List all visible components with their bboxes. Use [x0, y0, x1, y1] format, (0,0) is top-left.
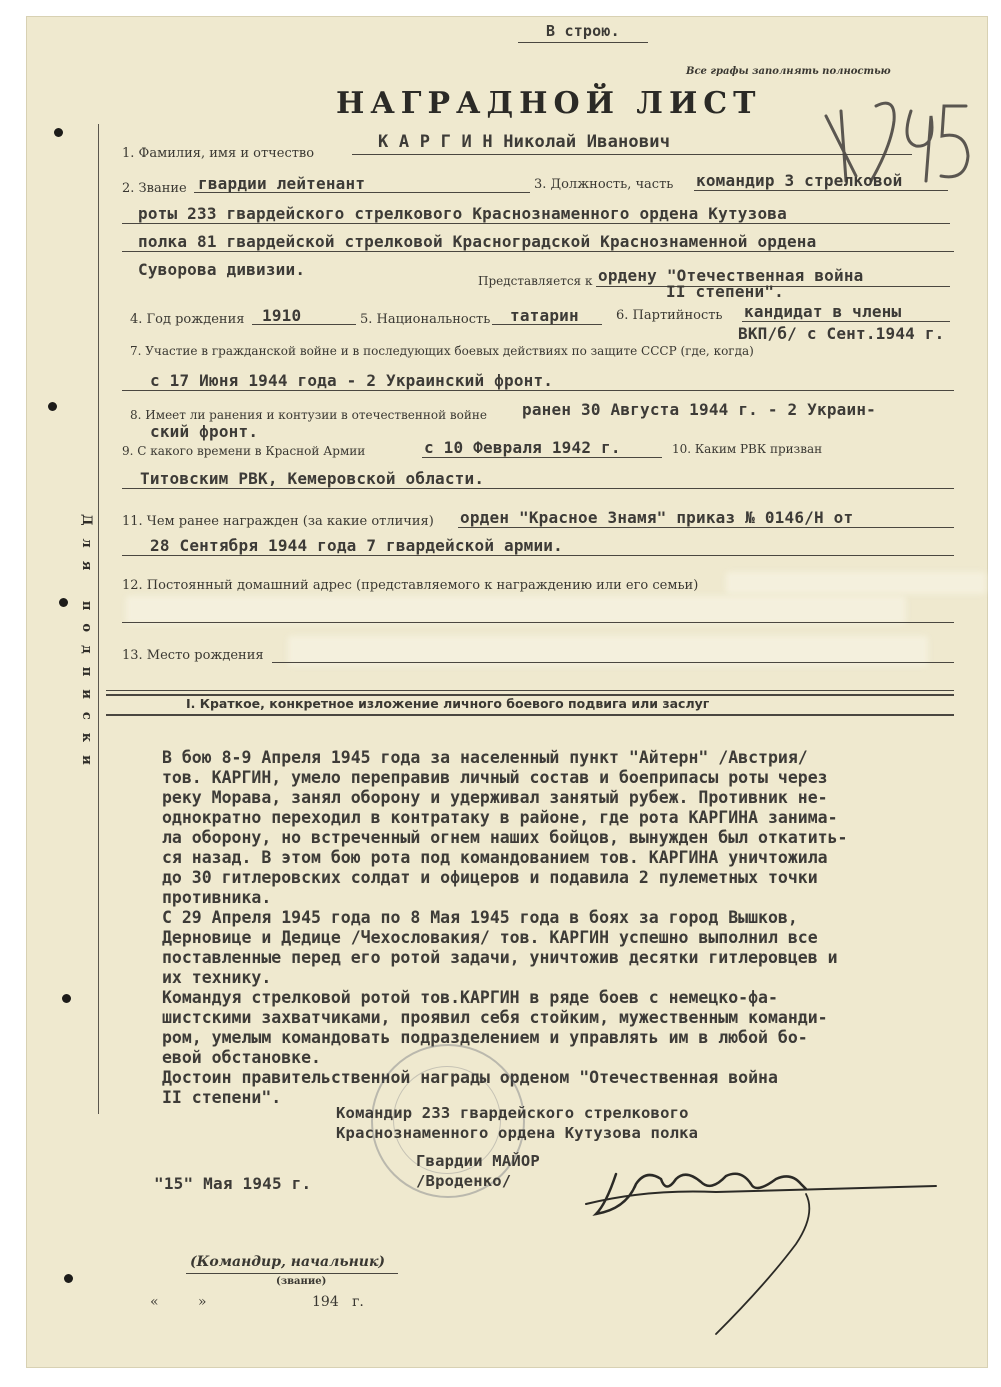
field-birth-year-label: 4. Год рождения	[130, 312, 245, 327]
narrative-line: ла оборону, но встреченный огнем наших бойцов, вынужден был откатить-	[162, 828, 848, 847]
field-birth-year-value: 1910	[262, 306, 302, 325]
narrative-line: ся назад. В этом бою рота под командованием тов. КАРГИНА уничтожила	[162, 848, 828, 867]
top-note-underline	[518, 42, 648, 43]
field-nationality-value: татарин	[510, 306, 579, 325]
award-sheet-paper	[26, 16, 988, 1368]
field-wounds-label: 8. Имеет ли ранения и контузии в отечественной войне	[130, 408, 487, 422]
field-wounds-value: ранен 30 Августа 1944 г. - 2 Украин-	[522, 400, 876, 419]
field-rvk-label: 10. Каким РВК призван	[672, 442, 823, 456]
field-prior-awards-value: 28 Сентября 1944 года 7 гвардейской армии.	[150, 536, 563, 555]
signature-line: Гвардии МАЙОР	[416, 1152, 540, 1170]
presented-value: ордену "Отечественная война	[598, 266, 864, 285]
narrative-line: С 29 Апреля 1945 года по 8 Мая 1945 года в боях за город Вышков,	[162, 908, 798, 927]
punch-hole	[64, 1274, 73, 1283]
field-army-since-label: 9. С какого времени в Красной Армии	[122, 444, 366, 458]
presented-value: II степени".	[666, 282, 784, 301]
field-position-label: 3. Должность, часть	[534, 177, 674, 192]
section-bottom-rule	[106, 714, 954, 716]
narrative-line: В бою 8-9 Апреля 1945 года за населенный пункт "Айтерн" /Австрия/	[162, 748, 808, 767]
field-position-line	[122, 251, 954, 252]
field-party-label: 6. Партийность	[616, 308, 723, 323]
field-name-line	[352, 154, 912, 155]
field-position-value: Суворова дивизии.	[138, 260, 306, 279]
field-combat-label: 7. Участие в гражданской войне и в последующих боевых действиях по защите СССР (где, когда)	[130, 344, 754, 358]
field-position-value: роты 233 гвардейского стрелкового Краснознаменного ордена Кутузова	[138, 204, 787, 223]
field-birthplace-line	[106, 690, 954, 691]
field-rvk-line	[122, 488, 954, 489]
field-combat-value: с 17 Июня 1944 года - 2 Украинский фронт.	[150, 371, 554, 390]
field-wounds-value: ский фронт.	[150, 422, 259, 441]
field-army-since-line	[422, 457, 662, 458]
commander-line	[186, 1273, 398, 1274]
page-title: НАГРАДНОЙ ЛИСТ	[336, 86, 762, 121]
narrative-line: Дерновице и Дедице /Чехословакия/ тов. КАРГИН успешно выполнил все	[162, 928, 818, 947]
field-nationality-line	[492, 324, 602, 325]
punch-hole	[59, 598, 68, 607]
field-army-since-value: с 10 Февраля 1942 г.	[424, 438, 621, 457]
narrative-line: Командуя стрелковой ротой тов.КАРГИН в ряде боев с немецко-фа-	[162, 988, 778, 1007]
narrative-line: поставленные перед его ротой задачи, уничтожив десятки гитлеровцев и	[162, 948, 838, 967]
field-position-value: полка 81 гвардейской стрелковой Красноградской Краснознаменной ордена	[138, 232, 817, 251]
punch-hole	[62, 994, 71, 1003]
field-address-line	[122, 622, 954, 623]
presented-label: Представляется к	[478, 274, 593, 288]
field-birth-year-line	[252, 324, 356, 325]
narrative-line: их технику.	[162, 968, 272, 987]
narrative-line: евой обстановке.	[162, 1048, 321, 1067]
narrative-line: реку Морава, занял оборону и удерживал занятый рубеж. Противник не-	[162, 788, 828, 807]
narrative-line: ром, умелым командовать подразделением и управлять им в любой бо-	[162, 1028, 808, 1047]
narrative-line: шистскими захватчиками, проявил себя стойким, мужественным команди-	[162, 1008, 828, 1027]
field-birthplace-line	[272, 662, 954, 663]
narrative-line: однократно переходил в контратаку в районе, где рота КАРГИНА занима-	[162, 808, 838, 827]
field-birthplace-label: 13. Место рождения	[122, 648, 264, 663]
signature-date: "15" Мая 1945 г.	[154, 1174, 312, 1193]
field-prior-awards-line	[122, 555, 954, 556]
field-position-value: командир 3 стрелковой	[696, 171, 903, 190]
field-nationality-label: 5. Национальность	[360, 312, 491, 327]
field-prior-awards-label: 11. Чем ранее награжден (за какие отличия)	[122, 514, 434, 529]
punch-hole	[54, 128, 63, 137]
signature-line: /Вроденко/	[416, 1172, 512, 1190]
fill-note: Все графы заполнять полностью	[686, 66, 891, 77]
field-rvk-value: Титовским РВК, Кемеровской области.	[140, 469, 485, 488]
field-combat-line	[122, 390, 954, 391]
field-party-line	[742, 321, 950, 322]
date-template-open: «	[150, 1294, 159, 1310]
section-heading: I. Краткое, конкретное изложение личного боевого подвига или заслуг	[186, 696, 710, 711]
signature-line: Командир 233 гвардейского стрелкового	[336, 1104, 689, 1122]
field-party-value: ВКП/б/ с Сент.1944 г.	[738, 324, 945, 343]
narrative-line: до 30 гитлеровских солдат и офицеров и подавила 2 пулеметных точки	[162, 868, 818, 887]
margin-line	[98, 124, 99, 1114]
date-template-close: »	[198, 1294, 207, 1310]
field-rank-value: гвардии лейтенант	[198, 174, 366, 193]
field-rank-line	[194, 192, 530, 193]
narrative-block	[162, 748, 847, 1108]
narrative-line: тов. КАРГИН, умело переправив личный состав и боеприпасы роты через	[162, 768, 828, 787]
signature-line: Краснознаменного ордена Кутузова полка	[336, 1124, 699, 1142]
redacted-address	[126, 596, 906, 624]
field-name-value: К А Р Г И Н Николай Иванович	[378, 132, 671, 152]
handwritten-signature	[566, 1134, 946, 1344]
commander-label: (Командир, начальник)	[190, 1254, 386, 1270]
punch-hole	[48, 402, 57, 411]
sidebar-signature-label: Для подписки	[79, 514, 94, 778]
redacted-address	[726, 572, 986, 594]
narrative-line: противника.	[162, 888, 272, 907]
field-address-label: 12. Постоянный домашний адрес (представляемого к награждению или его семьи)	[122, 578, 699, 593]
field-prior-awards-value: орден "Красное Знамя" приказ № 0146/Н от	[460, 508, 854, 527]
field-position-line	[122, 223, 950, 224]
rank-label: (звание)	[276, 1276, 327, 1287]
narrative-line: Достоин правительственной награды орденом "Отечественная война	[162, 1068, 778, 1087]
field-party-value: кандидат в члены	[744, 302, 902, 321]
field-rank-label: 2. Звание	[122, 181, 187, 196]
field-name-label: 1. Фамилия, имя и отчество	[122, 146, 315, 161]
top-note: В строю.	[546, 22, 620, 40]
field-position-line	[694, 190, 948, 191]
narrative-line: II степени".	[162, 1088, 282, 1107]
field-prior-awards-line	[458, 527, 954, 528]
year-template: 194 г.	[312, 1294, 364, 1310]
